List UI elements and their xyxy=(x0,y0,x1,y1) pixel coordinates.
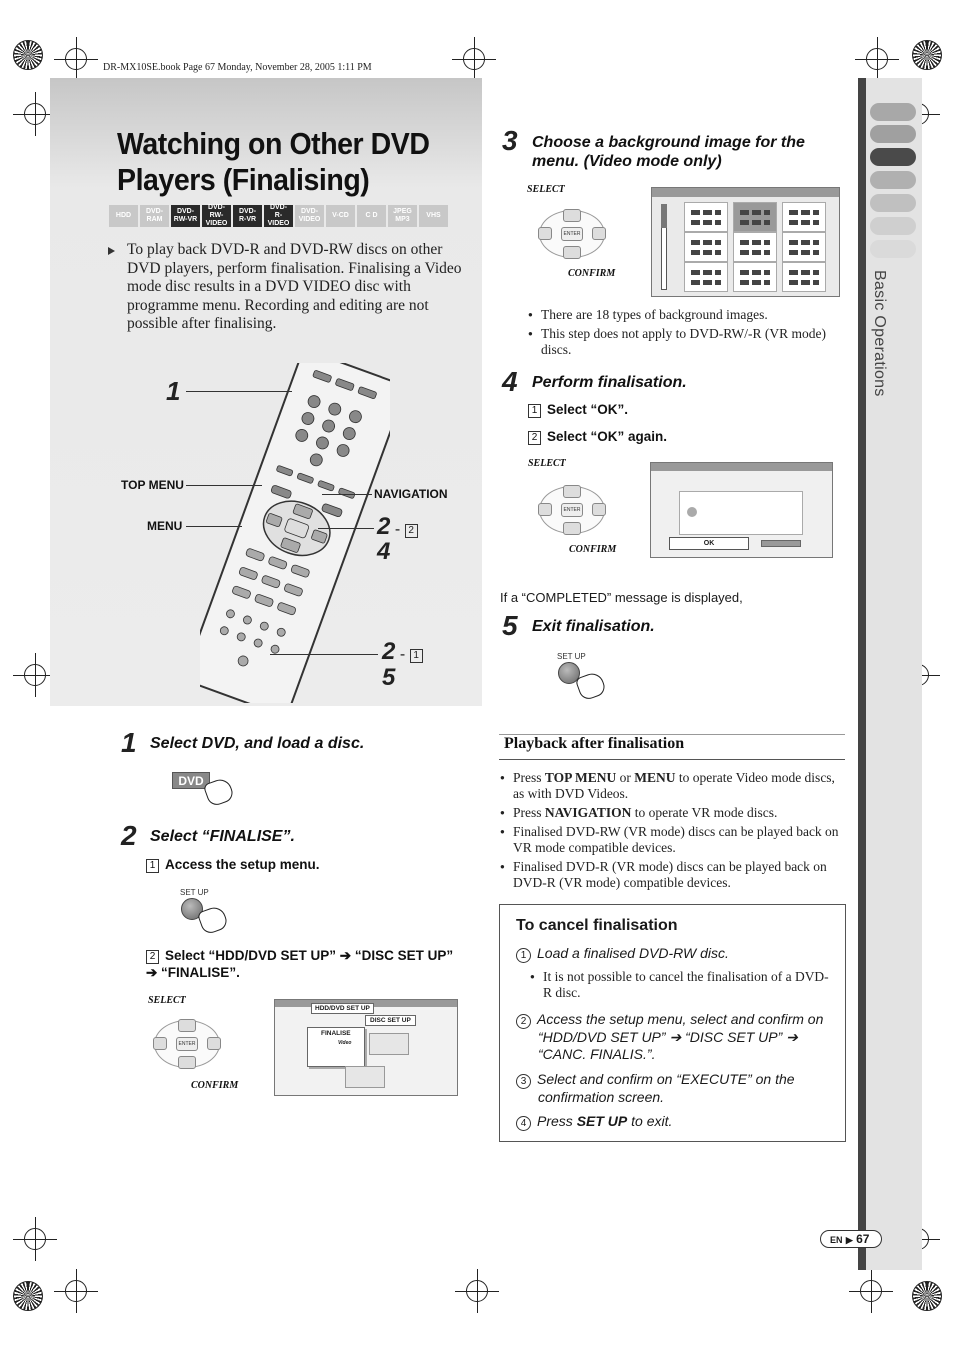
section-tab[interactable] xyxy=(870,240,916,258)
completed-note: If a “COMPLETED” message is displayed, xyxy=(500,590,743,605)
step-4-number: 4 xyxy=(502,366,518,397)
step-1-number: 1 xyxy=(121,727,137,758)
registration-star-top-right xyxy=(912,40,942,70)
background-image-screen xyxy=(651,187,840,297)
callout-navigation: NAVIGATION xyxy=(374,487,448,501)
header-slug: DR-MX10SE.book Page 67 Monday, November 28, 2005 1:11 PM xyxy=(103,62,372,73)
step-5-heading: Exit finalisation. xyxy=(532,618,655,635)
callout-2-1: 2 - 1 xyxy=(382,638,429,666)
cancel-step-2: 2 Access the setup menu, select and confirm on “HDD/DVD SET UP” ➔ “DISC SET UP” ➔ “CANC. FINALIS.”. xyxy=(516,1011,834,1063)
section-tab[interactable] xyxy=(870,194,916,212)
navigation-pad[interactable]: ENTER xyxy=(150,1016,224,1072)
select-label: SELECT xyxy=(528,458,566,469)
page-number-badge: EN ▶ 67 xyxy=(820,1230,882,1248)
registration-mark xyxy=(65,1280,87,1302)
callout-line xyxy=(186,485,262,486)
screen-tab-hdd-dvd-setup[interactable]: HDD/DVD SET UP xyxy=(311,1003,374,1014)
background-thumbnail[interactable] xyxy=(782,202,826,232)
setup-menu-screen xyxy=(274,999,458,1096)
cancel-step-1-note: ● It is not possible to cancel the finalisation of a DVD-R disc. xyxy=(530,969,830,1004)
section-rule xyxy=(499,734,845,735)
navigation-pad[interactable]: ENTER xyxy=(535,482,609,538)
disc-badge: DVD- RAM xyxy=(140,205,169,227)
select-label: SELECT xyxy=(527,184,565,195)
step-2-number: 2 xyxy=(121,820,137,851)
background-thumbnail[interactable] xyxy=(782,232,826,262)
dvd-button[interactable]: DVD xyxy=(172,772,210,789)
callout-line xyxy=(186,526,242,527)
registration-mark xyxy=(24,1228,46,1250)
section-tab[interactable] xyxy=(870,217,916,235)
list-item: ● Finalised DVD-R (VR mode) discs can be played back on DVD-R (VR mode) compatible devices. xyxy=(500,859,845,891)
list-item: ● Press NAVIGATION to operate VR mode discs. xyxy=(500,805,845,821)
registration-mark xyxy=(24,103,46,125)
screen-item-finalise[interactable]: FINALISE Video xyxy=(307,1027,365,1067)
background-thumbnail[interactable] xyxy=(733,232,777,262)
playback-list xyxy=(500,770,845,894)
step-5-number: 5 xyxy=(502,610,518,641)
step-2-sub-1: 1 Access the setup menu. xyxy=(146,857,320,873)
background-thumbnail-selected[interactable] xyxy=(733,202,777,232)
setup-label: SET UP xyxy=(180,888,209,897)
message-box xyxy=(679,491,803,535)
callout-top-menu: TOP MENU xyxy=(121,478,184,492)
screen-item xyxy=(345,1066,385,1088)
section-tab[interactable] xyxy=(870,171,916,189)
setup-label: SET UP xyxy=(557,652,586,661)
callout-5: 5 xyxy=(382,664,396,691)
disc-badge: V-CD xyxy=(326,205,355,227)
callout-line xyxy=(186,391,292,392)
registration-mark xyxy=(463,48,485,70)
finalise-confirm-screen xyxy=(650,462,833,558)
section-tab-active[interactable] xyxy=(870,148,916,166)
section-tab[interactable] xyxy=(870,125,916,143)
callout-1: 1 xyxy=(166,376,181,406)
section-rule xyxy=(499,759,845,760)
registration-mark xyxy=(466,1280,488,1302)
section-tab-edge xyxy=(858,78,866,1270)
registration-mark xyxy=(24,664,46,686)
page-title: Watching on Other DVD Players (Finalising) xyxy=(117,126,430,197)
background-thumbnail[interactable] xyxy=(782,262,826,292)
disc-badge: JPEG MP3 xyxy=(388,205,417,227)
page-number: 67 xyxy=(856,1232,870,1246)
cancel-step-4: 4 Press SET UP to exit. xyxy=(516,1113,834,1131)
cancel-button[interactable] xyxy=(761,540,801,547)
disc-badge: HDD xyxy=(109,205,138,227)
disc-badge: DVD- RW-VIDEO xyxy=(202,205,231,227)
arrow-icon xyxy=(108,247,115,255)
step-3-number: 3 xyxy=(502,125,518,156)
registration-mark xyxy=(65,48,87,70)
section-label: Basic Operations xyxy=(871,270,888,397)
callout-line xyxy=(318,528,374,529)
navigation-pad[interactable]: ENTER xyxy=(535,206,609,262)
cancel-step-1: 1 Load a finalised DVD-RW disc. xyxy=(516,945,836,963)
background-thumbnail[interactable] xyxy=(684,202,728,232)
section-tab[interactable] xyxy=(870,103,916,121)
callout-line xyxy=(270,654,378,655)
callout-line xyxy=(322,494,372,495)
step-2-heading: Select “FINALISE”. xyxy=(150,828,295,845)
disc-compatibility-badges xyxy=(109,205,448,227)
list-item: ● Press TOP MENU or MENU to operate Video mode discs, as with DVD Videos. xyxy=(500,770,845,802)
intro-text: To play back DVD-R and DVD-RW discs on other DVD players, perform finalisation. Finalising a Video mode disc results in a DVD VIDEO disc with programme menu. Recording and editing are not possible after finalising. xyxy=(108,241,468,334)
background-thumbnail[interactable] xyxy=(733,262,777,292)
disc-badge: DVD- RW-VR xyxy=(171,205,200,227)
playback-title: Playback after finalisation xyxy=(504,735,685,752)
confirm-label: CONFIRM xyxy=(191,1080,239,1091)
disc-badge: DVD- R-VR xyxy=(233,205,262,227)
cancel-title: To cancel finalisation xyxy=(516,917,678,934)
registration-mark xyxy=(866,48,888,70)
arrow-icon: ▶ xyxy=(845,1235,853,1245)
confirm-label: CONFIRM xyxy=(568,268,616,279)
step-1-heading: Select DVD, and load a disc. xyxy=(150,735,365,752)
callout-2-2: 2 - 2 xyxy=(377,513,424,541)
step-4-sub-2: 2 Select “OK” again. xyxy=(528,429,667,445)
screen-item xyxy=(369,1033,409,1055)
background-thumbnail[interactable] xyxy=(684,232,728,262)
background-thumbnail[interactable] xyxy=(684,262,728,292)
ok-button[interactable]: OK xyxy=(669,537,749,550)
callout-4: 4 xyxy=(377,538,391,565)
screen-tab-disc-setup[interactable]: DISC SET UP xyxy=(365,1015,416,1026)
disc-badge: DVD- R-VIDEO xyxy=(264,205,293,227)
step-2-sub-2: 2 Select “HDD/DVD SET UP” ➔ “DISC SET UP” ➔ “FINALISE”. xyxy=(146,948,454,980)
registration-star-bottom-left xyxy=(13,1281,43,1311)
cancel-step-3: 3 Select and confirm on “EXECUTE” on the confirmation screen. xyxy=(516,1071,834,1106)
step-4-sub-1: 1 Select “OK”. xyxy=(528,402,628,418)
confirm-label: CONFIRM xyxy=(569,544,617,555)
registration-star-bottom-right xyxy=(912,1281,942,1311)
step-3-notes: ● There are 18 types of background images. ● This step does not apply to DVD-RW/-R (VR mode) discs. xyxy=(528,307,828,361)
warning-icon xyxy=(687,507,697,517)
disc-badge: VHS xyxy=(419,205,448,227)
remote-control-illustration xyxy=(200,363,390,703)
registration-star-top-left xyxy=(13,40,43,70)
callout-menu: MENU xyxy=(147,519,183,533)
disc-badge: C D xyxy=(357,205,386,227)
step-4-heading: Perform finalisation. xyxy=(532,374,687,391)
cancel-finalisation-box xyxy=(499,904,846,1142)
registration-mark xyxy=(860,1280,882,1302)
step-3-heading: Choose a background image for the menu. (Video mode only) xyxy=(532,134,805,170)
select-label: SELECT xyxy=(148,995,186,1006)
list-item: ● Finalised DVD-RW (VR mode) discs can be played back on VR mode compatible devices. xyxy=(500,824,845,856)
disc-badge: DVD- VIDEO xyxy=(295,205,324,227)
